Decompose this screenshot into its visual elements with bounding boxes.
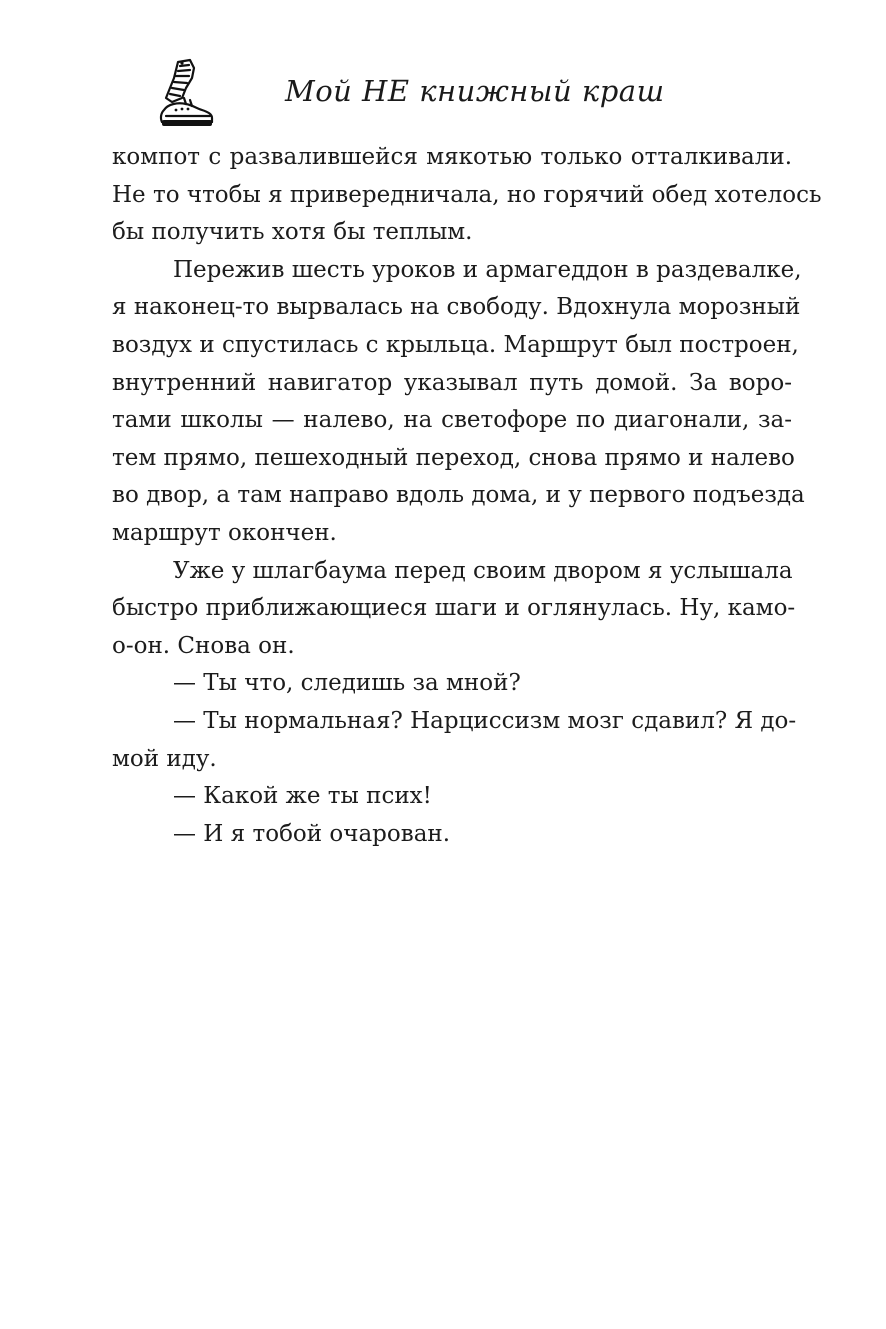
text-line: во двор, а там направо вдоль дома, и у первого подъезда <box>112 482 805 509</box>
text-line: — И я тобой очарован. <box>173 820 451 847</box>
text-line: воздух и спустилась с крыльца. Маршрут был построен, <box>112 331 799 358</box>
sneaker-icon <box>156 58 218 132</box>
page-header <box>150 58 670 138</box>
text-line: мой иду. <box>112 745 217 772</box>
text-line: тами школы — налево, на светофоре по диагонали, за- <box>112 407 792 434</box>
text-line: маршрут окончен. <box>112 519 337 546</box>
text-line: внутренний навигатор указывал путь домой. За воро- <box>112 369 792 396</box>
text-line: я наконец-то вырвалась на свободу. Вдохнула морозный <box>112 294 801 321</box>
text-line: Не то чтобы я привередничала, но горячий обед хотелось <box>112 181 822 208</box>
text-line: — Ты что, следишь за мной? <box>173 670 521 697</box>
body-text <box>112 139 822 853</box>
text-line: тем прямо, пешеходный переход, снова прямо и налево <box>112 444 795 471</box>
text-line: быстро приближающиеся шаги и оглянулась. Ну, камо- <box>112 595 796 622</box>
text-line: Пережив шесть уроков и армагеддон в раздевалке, <box>173 256 802 283</box>
text-line: — Ты нормальная? Нарциссизм мозг сдавил? Я до- <box>173 707 797 734</box>
text-line: о-он. Снова он. <box>112 632 295 659</box>
text-line: компот с развалившейся мякотью только отталкивали. <box>112 144 792 170</box>
text-line: Уже у шлагбаума перед своим двором я услышала <box>173 557 793 584</box>
text-line: бы получить хотя бы теплым. <box>112 219 473 246</box>
running-title: Мой НЕ книжный краш <box>285 74 665 108</box>
text-line: — Какой же ты псих! <box>173 783 432 810</box>
